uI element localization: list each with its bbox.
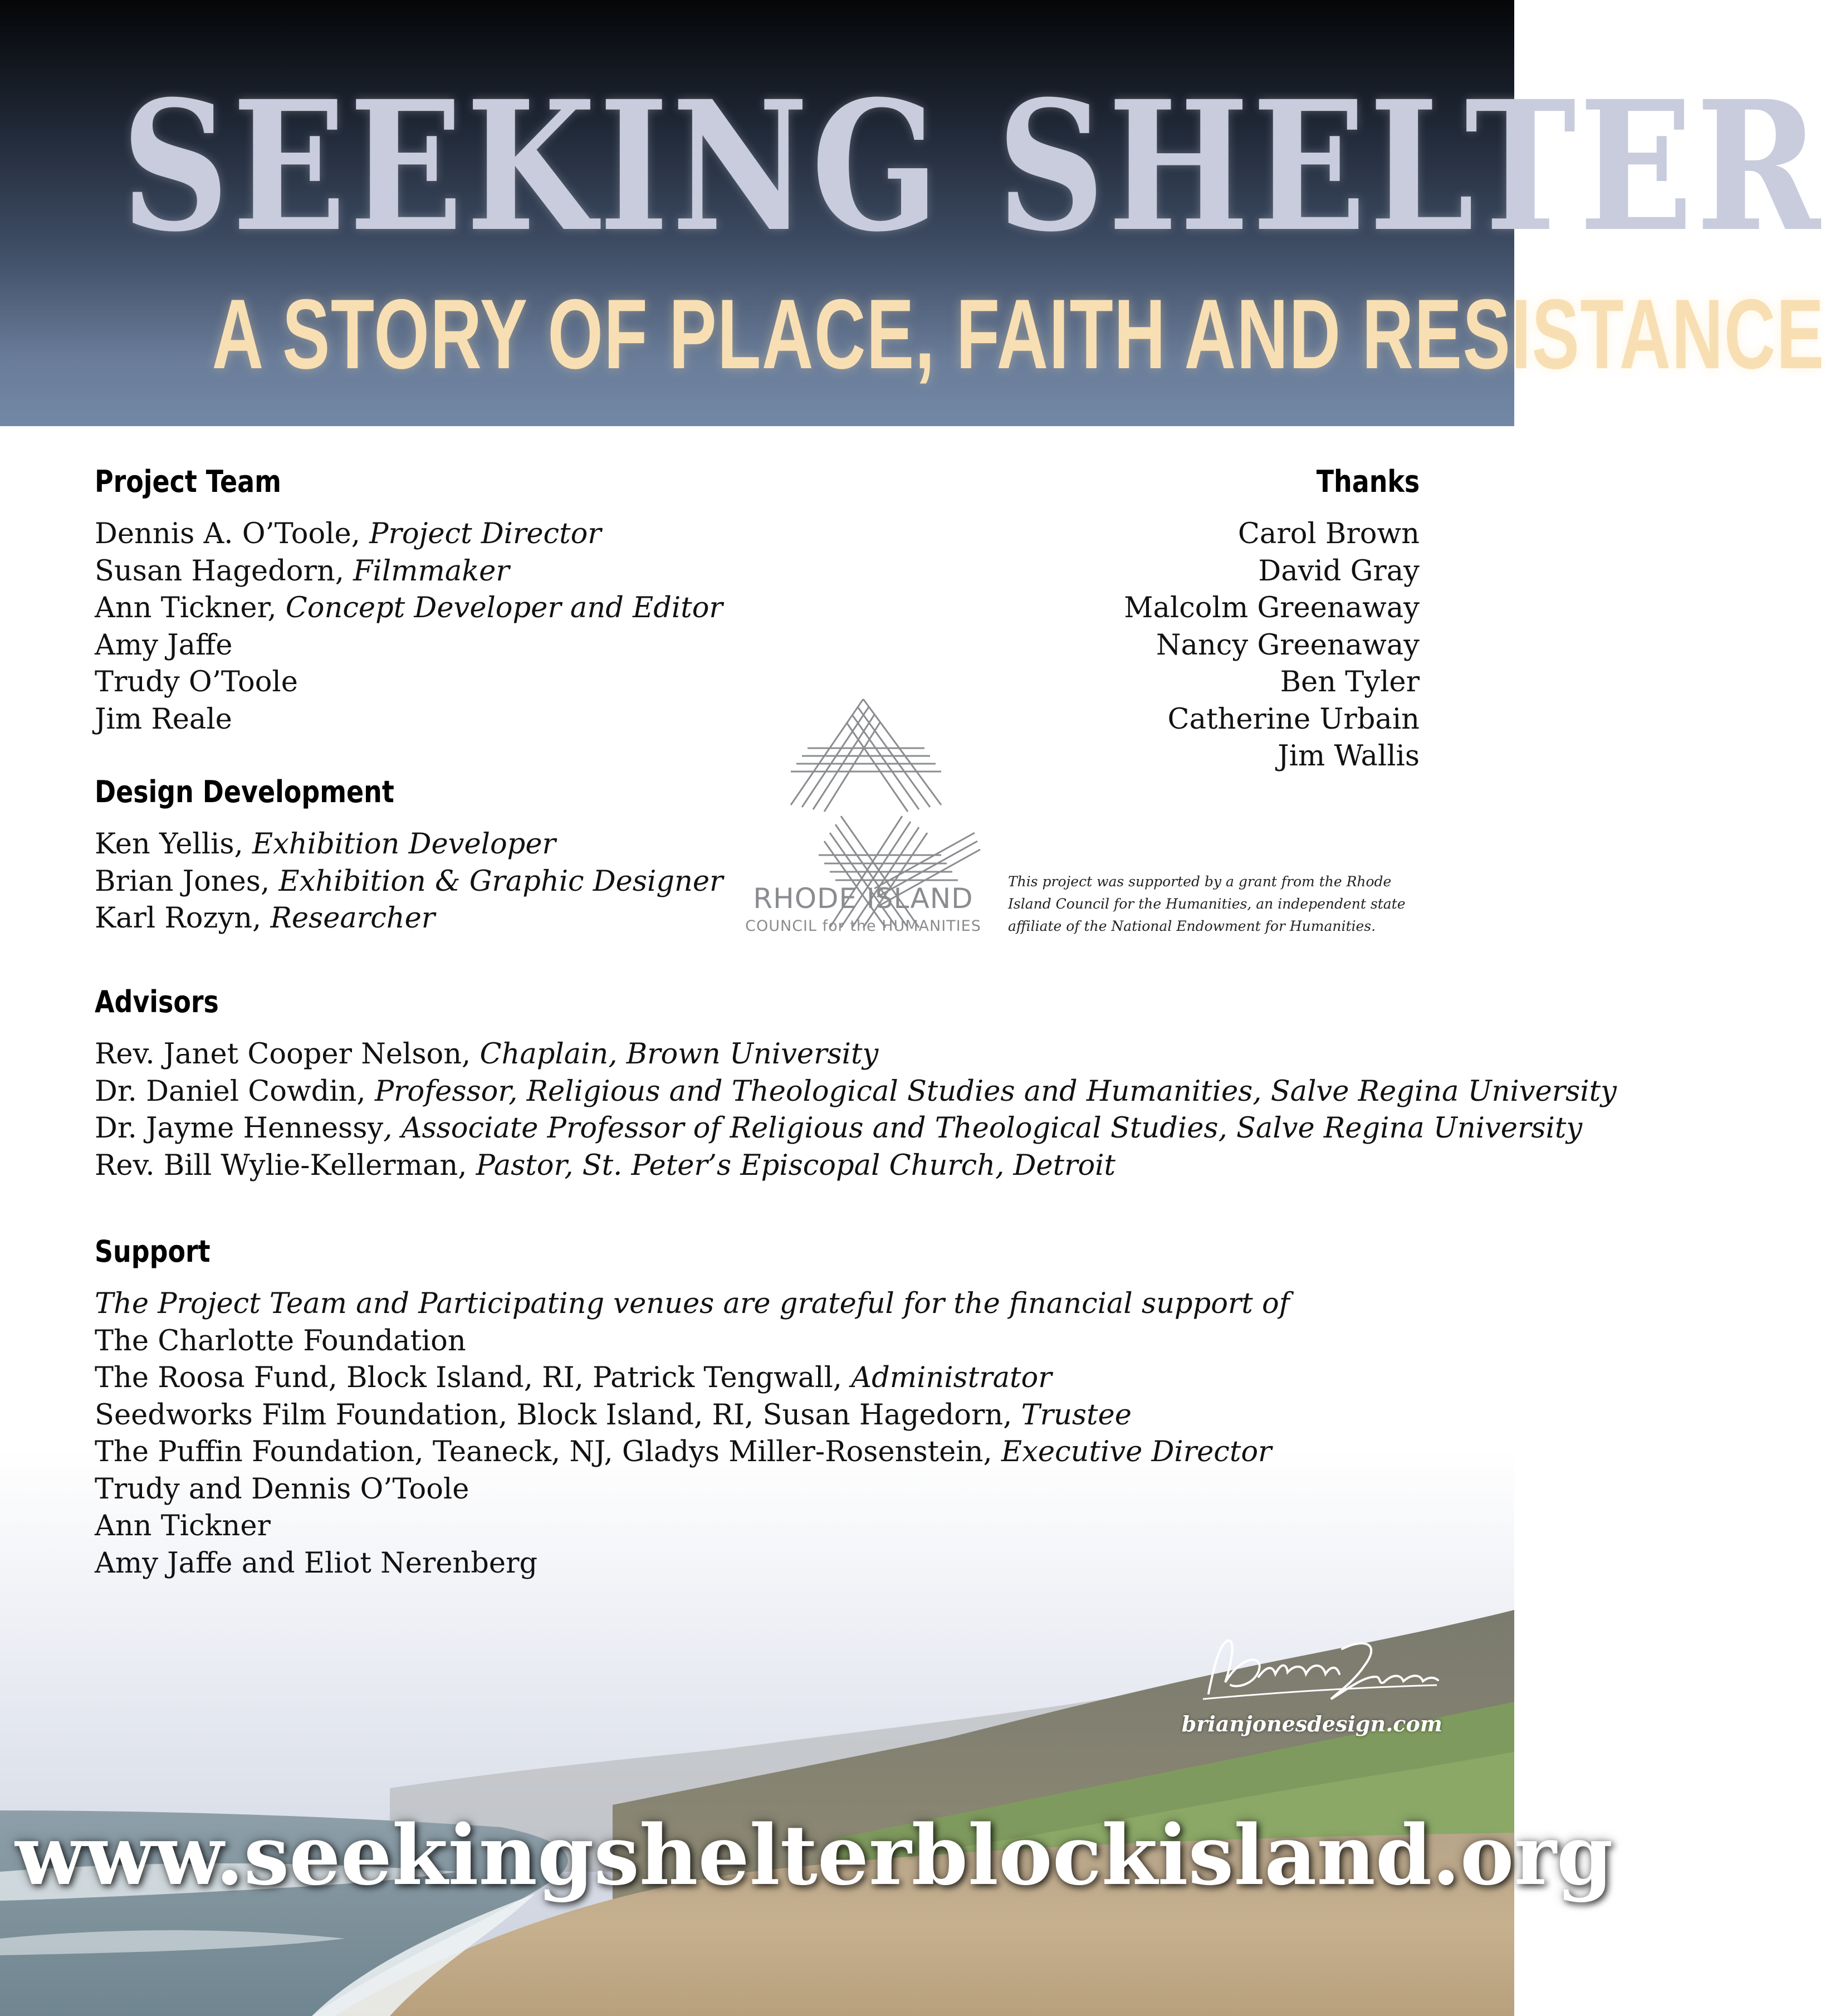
- list-item: Jim Wallis: [1278, 740, 1420, 773]
- member-name: Ann Tickner,: [95, 592, 286, 624]
- list-item: [95, 516, 723, 553]
- member-name: Amy Jaffe: [95, 628, 233, 662]
- supporter-name: Amy Jaffe and Eliot Nerenberg: [95, 1546, 538, 1580]
- member-role: Exhibition Developer: [252, 828, 556, 861]
- supporter-name: Trudy and Dennis O’Toole: [95, 1472, 469, 1506]
- supporter-name: The Charlotte Foundation: [95, 1324, 466, 1358]
- member-role: Exhibition & Graphic Designer: [278, 865, 723, 898]
- member-name: Jim Reale: [95, 702, 232, 736]
- member-name: Dennis A. O’Toole,: [95, 518, 370, 550]
- list-item: [95, 627, 723, 665]
- design-development-list: [95, 826, 723, 938]
- thanks-heading: Thanks: [1316, 464, 1420, 499]
- list-item: [95, 701, 723, 739]
- list-item: Nancy Greenaway: [1156, 628, 1420, 662]
- design-development-heading: Design Development: [95, 774, 394, 809]
- member-name: Ken Yellis,: [95, 828, 252, 861]
- member-name: Dr. Jayme Hennessy: [95, 1112, 384, 1145]
- thanks-list: [1124, 516, 1420, 775]
- member-name: Trudy O’Toole: [95, 666, 298, 699]
- ri-council-subtitle: COUNCIL for the HUMANITIES: [745, 917, 981, 935]
- advisors-list: [95, 1036, 1617, 1184]
- poster-title: SEEKING SHELTER: [121, 62, 1823, 271]
- advisors-heading: Advisors: [95, 984, 219, 1019]
- list-item: [95, 863, 723, 901]
- supporter-name: Ann Tickner: [95, 1510, 271, 1542]
- member-role: Filmmaker: [353, 554, 510, 588]
- member-role: Concept Developer and Editor: [285, 592, 723, 624]
- member-role: Professor, Religious and Theological Studies and Humanities, Salve Regina University: [374, 1075, 1617, 1108]
- member-role: Pastor, St. Peter’s Episcopal Church, Detroit: [476, 1149, 1115, 1182]
- list-item: [95, 1110, 1617, 1148]
- list-item: David Gray: [1258, 554, 1420, 588]
- list-item: [95, 1545, 1290, 1583]
- list-item: [95, 1323, 1290, 1360]
- project-team-list: [95, 516, 723, 738]
- member-name: Rev. Bill Wylie-Kellerman,: [95, 1149, 476, 1182]
- list-item: Carol Brown: [1237, 518, 1420, 550]
- list-item: [95, 1073, 1617, 1111]
- list-item: [95, 1360, 1290, 1397]
- supporter-name: Seedworks Film Foundation, Block Island, RI, Susan Hagedorn,: [95, 1398, 1021, 1432]
- member-name: Dr. Daniel Cowdin,: [95, 1075, 375, 1108]
- designer-website: brianjonesdesign.com: [1181, 1711, 1442, 1736]
- member-role: Researcher: [270, 902, 436, 935]
- list-item: [95, 1148, 1617, 1185]
- list-item: [95, 1508, 1290, 1545]
- list-item: [95, 553, 723, 590]
- supporter-role: Executive Director: [1001, 1436, 1272, 1468]
- support-list: [95, 1286, 1290, 1582]
- ri-council-name: RHODE ISLAND: [753, 882, 973, 915]
- list-item: [95, 1434, 1290, 1471]
- header-band: [0, 0, 1825, 426]
- list-item: [95, 590, 723, 627]
- member-role: , Associate Professor of Religious and Theological Studies, Salve Regina University: [383, 1112, 1583, 1145]
- support-intro: The Project Team and Participating venues are grateful for the financial support of: [95, 1287, 1290, 1320]
- supporter-role: Trustee: [1021, 1398, 1132, 1432]
- member-name: Susan Hagedorn,: [95, 554, 354, 588]
- list-item: [95, 1471, 1290, 1509]
- member-name: Karl Rozyn,: [95, 902, 271, 935]
- list-item: [95, 664, 723, 701]
- list-item: Ben Tyler: [1280, 666, 1420, 699]
- poster-subtitle: A STORY OF PLACE, FAITH AND RESISTANCE: [212, 279, 1825, 389]
- member-name: Rev. Janet Cooper Nelson,: [95, 1038, 480, 1071]
- support-heading: Support: [95, 1234, 211, 1269]
- list-item: Catherine Urbain: [1167, 702, 1420, 736]
- list-item: Malcolm Greenaway: [1124, 592, 1420, 624]
- list-item: [95, 900, 723, 938]
- grant-statement: This project was supported by a grant from the Rhode Island Council for the Humanities, an independent state affiliate of the National Endowment for Humanities.: [1008, 873, 1406, 934]
- project-team-heading: Project Team: [95, 464, 281, 499]
- supporter-name: The Puffin Foundation, Teaneck, NJ, Gladys Miller-Rosenstein,: [95, 1436, 1001, 1468]
- project-website: www.seekingshelterblockisland.org: [15, 1807, 1613, 1903]
- member-name: Brian Jones,: [95, 865, 279, 898]
- list-item: [95, 826, 723, 863]
- designer-signature: [1197, 1632, 1442, 1710]
- member-role: Chaplain, Brown University: [480, 1038, 879, 1071]
- supporter-name: The Roosa Fund, Block Island, RI, Patrick Tengwall,: [95, 1361, 852, 1394]
- list-item: [95, 1036, 1617, 1073]
- supporter-role: Administrator: [851, 1361, 1052, 1394]
- member-role: Project Director: [369, 518, 601, 550]
- list-item: [95, 1397, 1290, 1434]
